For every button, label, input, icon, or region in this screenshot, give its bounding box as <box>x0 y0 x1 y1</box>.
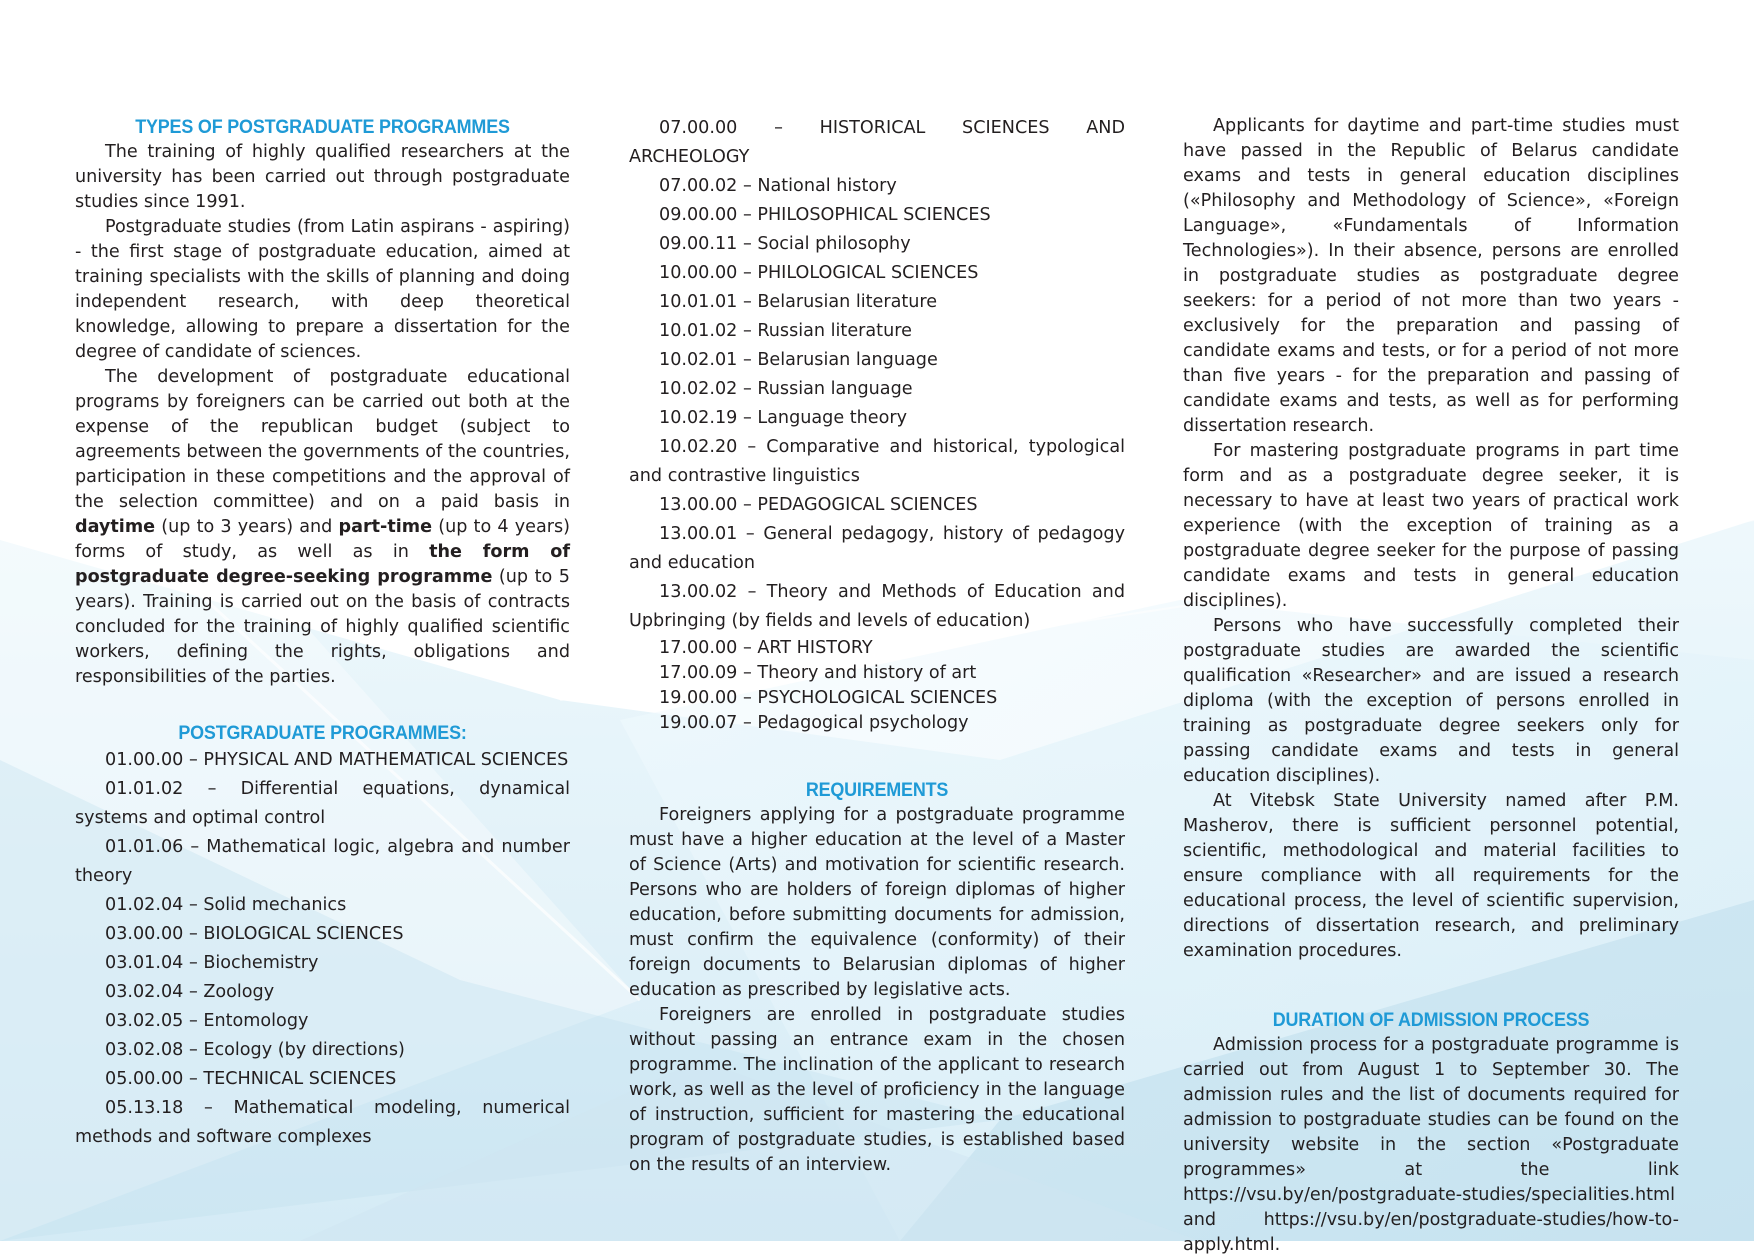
programme-item: 05.00.00 – TECHNICAL SCIENCES <box>105 1069 397 1089</box>
types-p3-part4: (up to 5 years). Training is carried out on the basis of contracts concluded for the training of highly qualified scientific workers, defining the rights, obligations and responsibilities of the parties. <box>75 567 570 687</box>
programme-item: 10.01.01 – Belarusian literature <box>659 292 938 312</box>
programme-item: 10.02.20 – Comparative and historical, typological and contrastive linguistics <box>629 437 1125 486</box>
programme-item: 09.00.11 – Social philosophy <box>659 234 911 254</box>
requirements-paragraph-1: Foreigners applying for a postgraduate programme must have a higher education at the level of a Master of Science (Arts) and motivation for scientific research. Persons who are holders of foreign diplomas of higher education, before submitting documents for admission, must confirm the equivalence (conformity) of their foreign documents to Belarusian diplomas of higher education as prescribed by legislative acts. <box>629 805 1125 1000</box>
programme-item: 19.00.07 – Pedagogical psychology <box>659 713 969 733</box>
programme-item: 07.00.02 – National history <box>659 176 897 196</box>
programme-item: 01.01.02 – Differential equations, dynamical systems and optimal control <box>75 779 570 828</box>
column-right <box>1183 114 1679 1258</box>
programme-item: 10.00.00 – PHILOLOGICAL SCIENCES <box>659 263 979 283</box>
programme-item: 01.01.06 – Mathematical logic, algebra and number theory <box>75 837 570 886</box>
requirements-heading: REQUIREMENTS <box>805 779 949 801</box>
programme-item: 10.02.19 – Language theory <box>659 408 908 428</box>
column-middle <box>629 114 1125 1178</box>
types-p3-bold-degree-seeking: the form of postgraduate degree-seeking programme <box>75 542 570 587</box>
programme-item: 03.02.08 – Ecology (by directions) <box>105 1040 405 1060</box>
programme-item: 19.00.00 – PSYCHOLOGICAL SCIENCES <box>659 688 998 708</box>
types-p3-bold-part-time: part-time <box>338 517 433 537</box>
programme-item: 10.02.01 – Belarusian language <box>659 350 938 370</box>
requirements-paragraph-2: Foreigners are enrolled in postgraduate studies without passing an entrance exam in the chosen programme. The inclination of the applicant to research work, as well as the level of proficiency in the language of instruction, sufficient for mastering the educational program of postgraduate studies, is established based on the results of an interview. <box>629 1005 1125 1175</box>
types-p3-part3: (up to 4 years) forms of study, as well as in <box>75 517 570 562</box>
types-paragraph-3 <box>75 365 570 690</box>
programme-item: 10.01.02 – Russian literature <box>659 321 912 341</box>
programme-item: 17.00.09 – Theory and history of art <box>659 663 977 683</box>
applicants-paragraph: Applicants for daytime and part-time studies must have passed in the Republic of Belarus candidate exams and tests in general education disciplines («Philosophy and Methodology of Science», «Foreign Language», «Fundamentals of Information Technologies»). In their absence, persons are enrolled in postgraduate studies as postgraduate degree seekers: for a period of not more than two years - exclusively for the preparation and passing of candidate exams and tests, or for a period of not more than five years - for the preparation and passing of candidate exams and tests, as well as for performing dissertation research. <box>1183 116 1679 436</box>
duration-heading: DURATION OF ADMISSION PROCESS <box>1272 1009 1590 1031</box>
programme-item: 01.02.04 – Solid mechanics <box>105 895 347 915</box>
types-p3-bold-daytime: daytime <box>75 517 156 537</box>
programme-item: 13.00.02 – Theory and Methods of Education and Upbringing (by fields and levels of education) <box>629 582 1125 631</box>
programmes-heading: POSTGRADUATE PROGRAMMES: <box>178 722 467 744</box>
programmes-list-1 <box>75 746 570 1152</box>
qualification-paragraph: Persons who have successfully completed their postgraduate studies are awarded the scientific qualification «Researcher» and are issued a research diploma (with the exception of persons enrolled in training as postgraduate degree seekers only for passing candidate exams and tests in general education disciplines). <box>1183 616 1679 786</box>
duration-paragraph: Admission process for a postgraduate programme is carried out from August 1 to September 30. The admission rules and the list of documents required for admission to postgraduate studies can be found on the university website in the section «Postgraduate programmes» at the link https://vsu.by/en/postgraduate-studies/specialities.html and https://vsu.by/en/postgraduate-studies/how-to-apply.html. <box>1183 1035 1679 1255</box>
programme-item: 03.02.05 – Entomology <box>105 1011 309 1031</box>
types-paragraph-2: Postgraduate studies (from Latin aspirans - aspiring) - the first stage of postgraduate education, aimed at training specialists with the skills of planning and doing independent research, with deep theoretical knowledge, allowing to prepare a dissertation for the degree of candidate of sciences. <box>75 217 570 362</box>
programme-item: 03.01.04 – Biochemistry <box>105 953 319 973</box>
types-paragraph-1: The training of highly qualified researchers at the university has been carried out through postgraduate studies since 1991. <box>75 142 570 212</box>
programme-item: 01.00.00 – PHYSICAL AND MATHEMATICAL SCIENCES <box>105 750 569 770</box>
programme-item: 17.00.00 – ART HISTORY <box>659 638 873 658</box>
programme-item: 05.13.18 – Mathematical modeling, numerical methods and software complexes <box>75 1098 570 1147</box>
programme-item: 03.00.00 – BIOLOGICAL SCIENCES <box>105 924 404 944</box>
types-p3-part1: The development of postgraduate educational programs by foreigners can be carried out both at the expense of the republican budget (subject to agreements between the governments of the countries, participation in these competitions and the approval of the selection committee) and on a paid basis in <box>75 367 570 512</box>
programme-item: 10.02.02 – Russian language <box>659 379 913 399</box>
university-paragraph: At Vitebsk State University named after P.M. Masherov, there is sufficient personnel potential, scientific, methodological and material facilities to ensure compliance with all requirements for the educational process, the level of scientific supervision, directions of dissertation research, and preliminary examination procedures. <box>1183 791 1679 961</box>
programme-item: 13.00.00 – PEDAGOGICAL SCIENCES <box>659 495 978 515</box>
types-p3-part2: (up to 3 years) and <box>155 517 339 537</box>
programme-item: 09.00.00 – PHILOSOPHICAL SCIENCES <box>659 205 991 225</box>
programme-item: 13.00.01 – General pedagogy, history of pedagogy and education <box>629 524 1125 573</box>
programme-item: 07.00.00 – HISTORICAL SCIENCES AND ARCHEOLOGY <box>629 118 1125 167</box>
programme-item: 03.02.04 – Zoology <box>105 982 275 1002</box>
programmes-list-3 <box>629 636 1125 736</box>
types-heading: TYPES OF POSTGRADUATE PROGRAMMES <box>135 116 510 138</box>
part-time-paragraph: For mastering postgraduate programs in part time form and as a postgraduate degree seeker, it is necessary to have at least two years of practical work experience (with the exception of training as a postgraduate degree seeker for the purpose of passing candidate exams and tests in general education disciplines). <box>1183 441 1679 611</box>
programmes-list-2 <box>629 114 1125 636</box>
column-left <box>75 114 570 1152</box>
